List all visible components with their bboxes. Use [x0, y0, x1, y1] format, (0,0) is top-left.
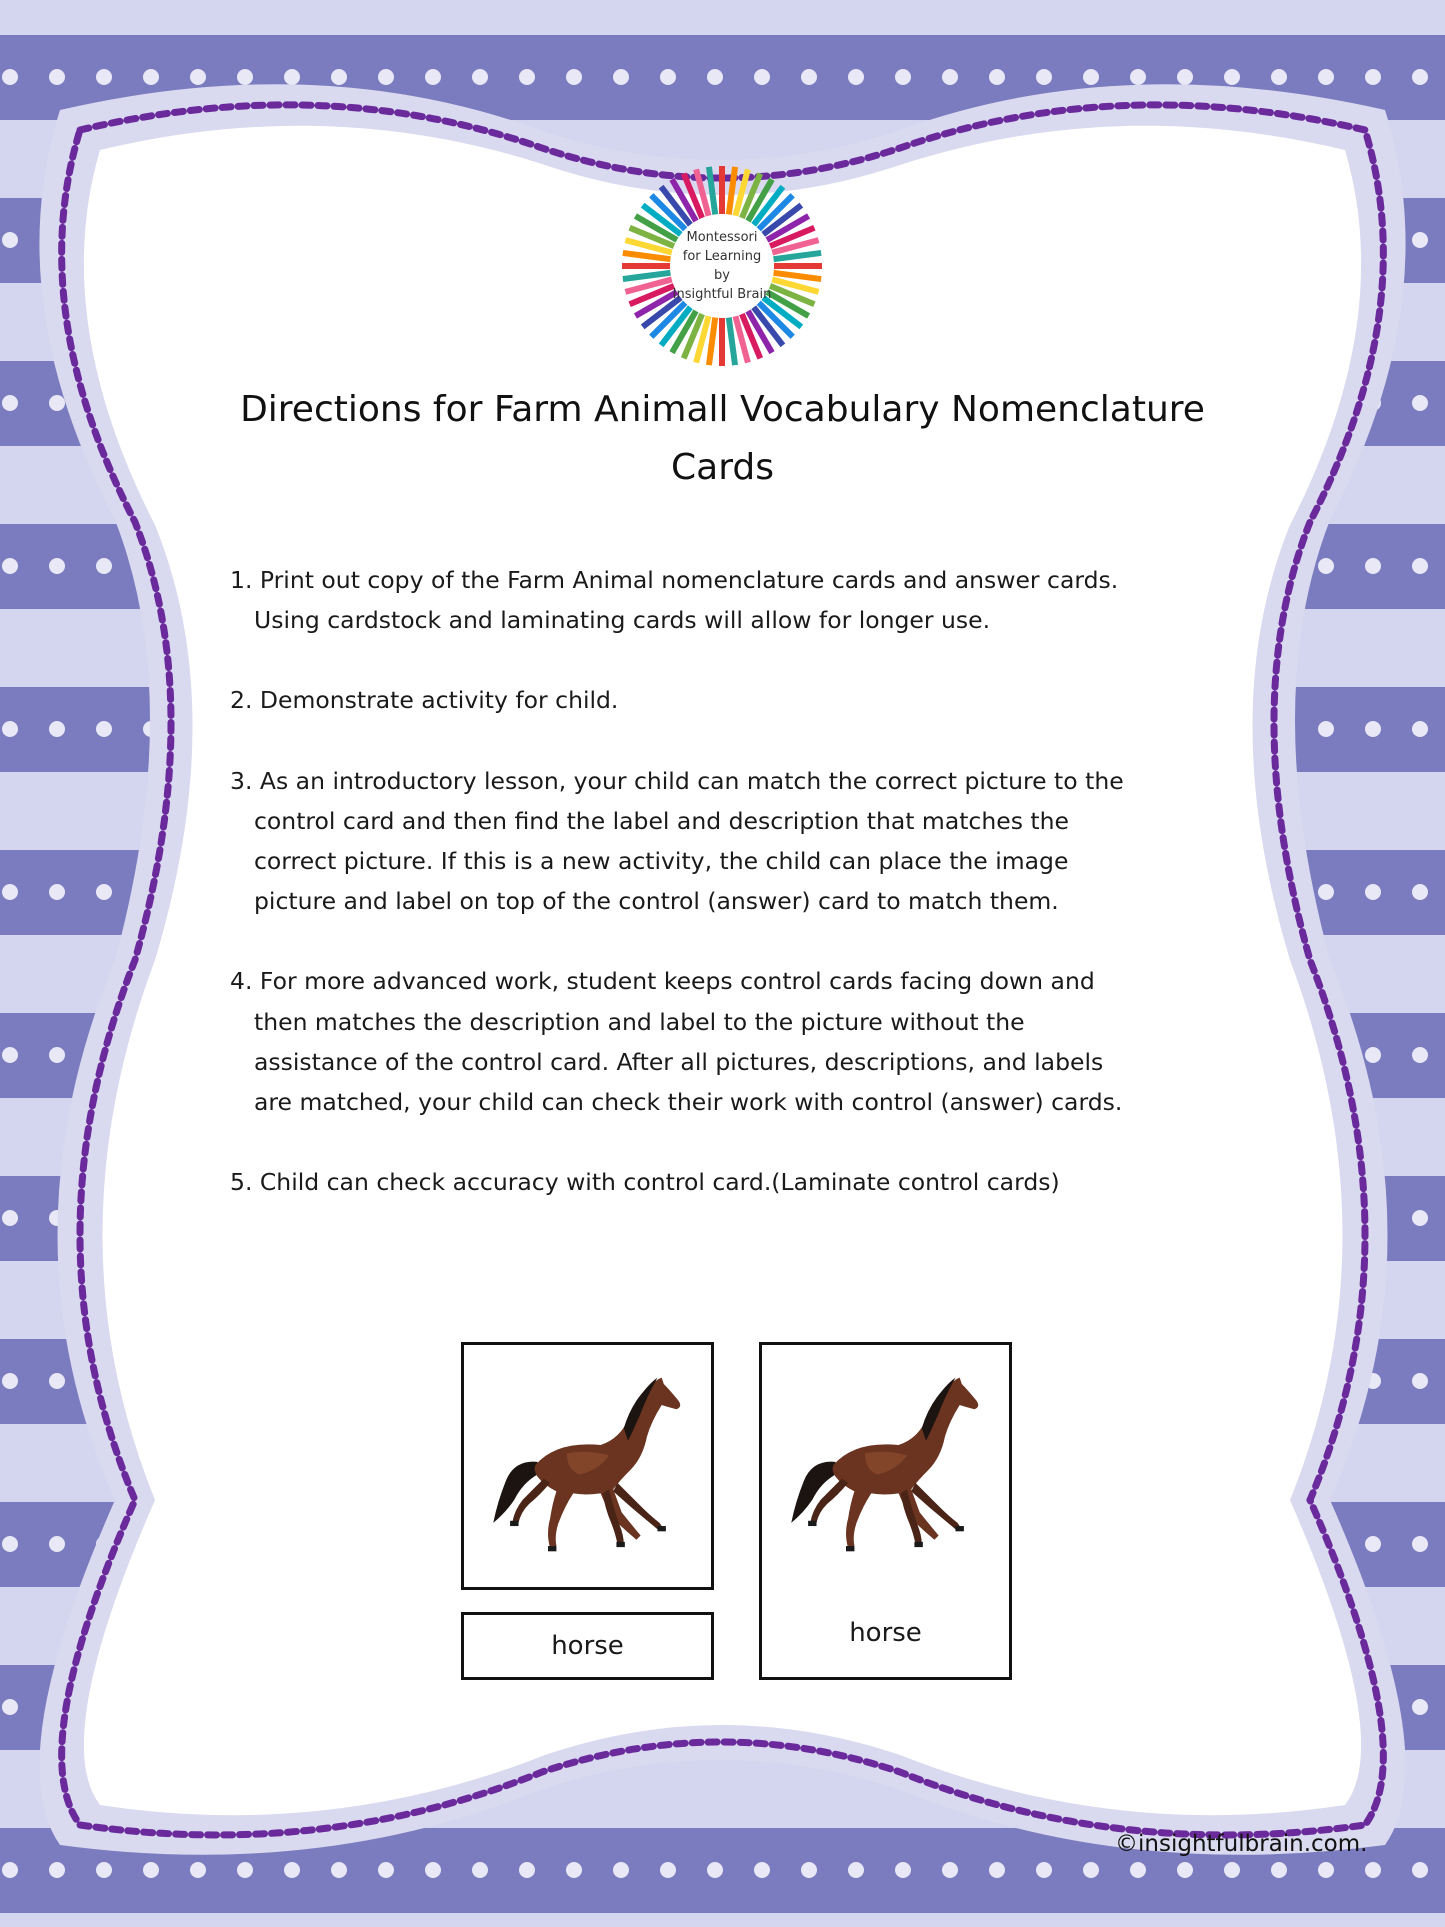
horse-image — [482, 1365, 694, 1565]
pencil-stroke — [709, 167, 715, 215]
horse-image — [780, 1365, 992, 1565]
title-line-1: Directions for Farm Animall Vocabulary Nomenclature — [240, 389, 1205, 430]
pencil-stroke — [729, 318, 735, 366]
logo-line-1: Montessori — [686, 230, 758, 245]
step-3: 3. As an introductory lesson, your child can match the correct picture to the control card and then find the label and description that matches the correct picture. If this is a new activity, the child can place the image picture and label on top of the control (answer) card to match them. — [230, 766, 1124, 916]
step-1: 1. Print out copy of the Farm Animal nomenclature cards and answer cards. Using cardstock and laminating cards will allow for longer use. — [230, 566, 1119, 635]
logo-text — [671, 215, 773, 317]
copyright-text: ©insightfulbrain.com. — [1115, 1831, 1368, 1857]
picture-card-label — [461, 1612, 714, 1680]
logo-line-3: by — [714, 268, 730, 283]
step-5: 5. Child can check accuracy with control card.(Laminate control cards) — [230, 1168, 1060, 1197]
pencil-stroke — [774, 253, 822, 259]
step-4: 4. For more advanced work, student keeps control cards facing down and then matches the description and label to the picture without the assistance of the control card. After all pictures, descriptions, and labels are matched, your child can check their work with control (answer) cards. — [230, 967, 1123, 1117]
logo-line-4: Insightful Brain — [672, 287, 772, 302]
step-2: 2. Demonstrate activity for child. — [230, 686, 619, 715]
pencil-stroke — [623, 273, 671, 279]
control-card — [759, 1342, 1012, 1680]
pencil-stroke — [623, 253, 671, 259]
pencil-stroke — [774, 273, 822, 279]
pencil-stroke — [729, 167, 735, 215]
directions-list — [230, 560, 1130, 1242]
pencil-stroke — [709, 318, 715, 366]
control-card-label — [762, 1607, 1009, 1659]
logo-line-2: for Learning — [682, 249, 762, 264]
picture-card-label-text: horse — [551, 1631, 624, 1661]
page-title — [230, 381, 1215, 497]
title-line-2: Cards — [671, 447, 774, 488]
picture-card — [461, 1342, 714, 1590]
control-card-label-text: horse — [849, 1618, 922, 1648]
